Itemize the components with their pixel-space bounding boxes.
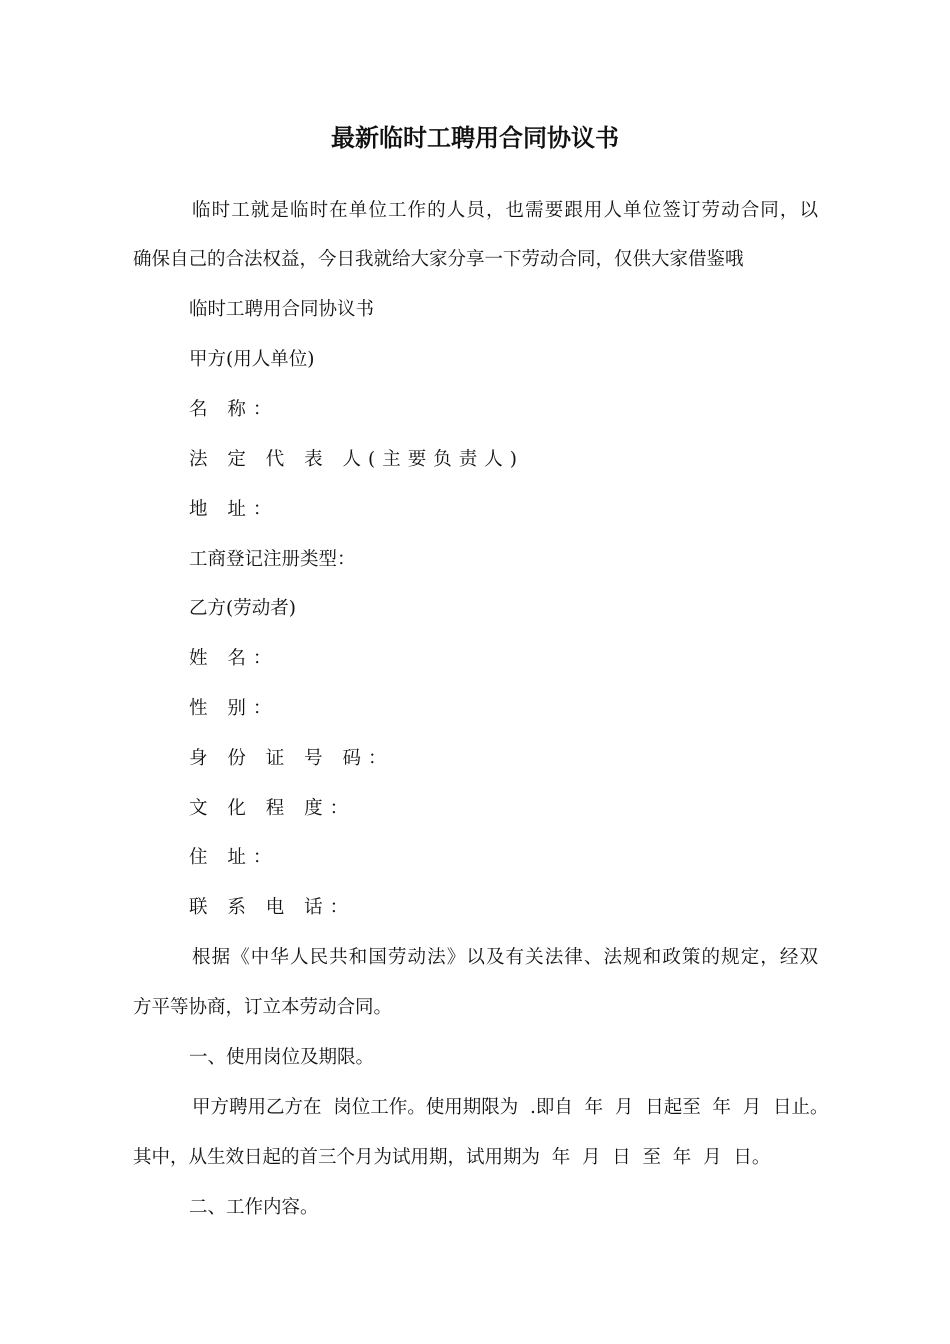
party-a-name-field: 名 称： <box>189 399 279 420</box>
intro-paragraph-line-1: 临时工就是临时在单位工作的人员，也需要跟用人单位签订劳动合同，以 <box>192 200 818 221</box>
section-1-paragraph-line-2: 其中，从生效日起的首三个月为试用期，试用期为 年 月 日 至 年 月 日。 <box>133 1147 771 1168</box>
section-1-paragraph-line-1: 甲方聘用乙方在 岗位工作。使用期限为 .即自 年 月 日起至 年 月 日止。 <box>192 1097 829 1118</box>
party-a-address-field: 地 址： <box>189 499 279 520</box>
contract-subtitle: 临时工聘用合同协议书 <box>189 299 375 320</box>
party-b-phone-field: 联 系 电 话： <box>189 897 356 918</box>
party-b-education-field: 文 化 程 度： <box>189 798 356 819</box>
party-a-registration-type-field: 工商登记注册类型： <box>189 549 356 570</box>
party-b-gender-field: 性 别： <box>189 698 279 719</box>
party-a-heading: 甲方(用人单位) <box>189 349 315 370</box>
party-b-address-field: 住 址： <box>189 847 279 868</box>
section-1-heading: 一、使用岗位及期限。 <box>189 1047 375 1068</box>
party-a-representative-field: 法 定 代 表 人(主要负责人) <box>189 449 524 470</box>
basis-paragraph-line-2: 方平等协商，订立本劳动合同。 <box>133 997 393 1018</box>
document-title: 最新临时工聘用合同协议书 <box>331 124 619 152</box>
intro-paragraph-line-2: 确保自己的合法权益，今日我就给大家分享一下劳动合同，仅供大家借鉴哦 <box>133 249 744 270</box>
party-b-name-field: 姓 名： <box>189 648 279 669</box>
basis-paragraph-line-1: 根据《中华人民共和国劳动法》以及有关法律、法规和政策的规定，经双 <box>192 947 818 968</box>
party-b-heading: 乙方(劳动者) <box>189 598 296 619</box>
section-2-heading: 二、工作内容。 <box>189 1197 319 1218</box>
party-b-id-number-field: 身 份 证 号 码： <box>189 748 394 769</box>
